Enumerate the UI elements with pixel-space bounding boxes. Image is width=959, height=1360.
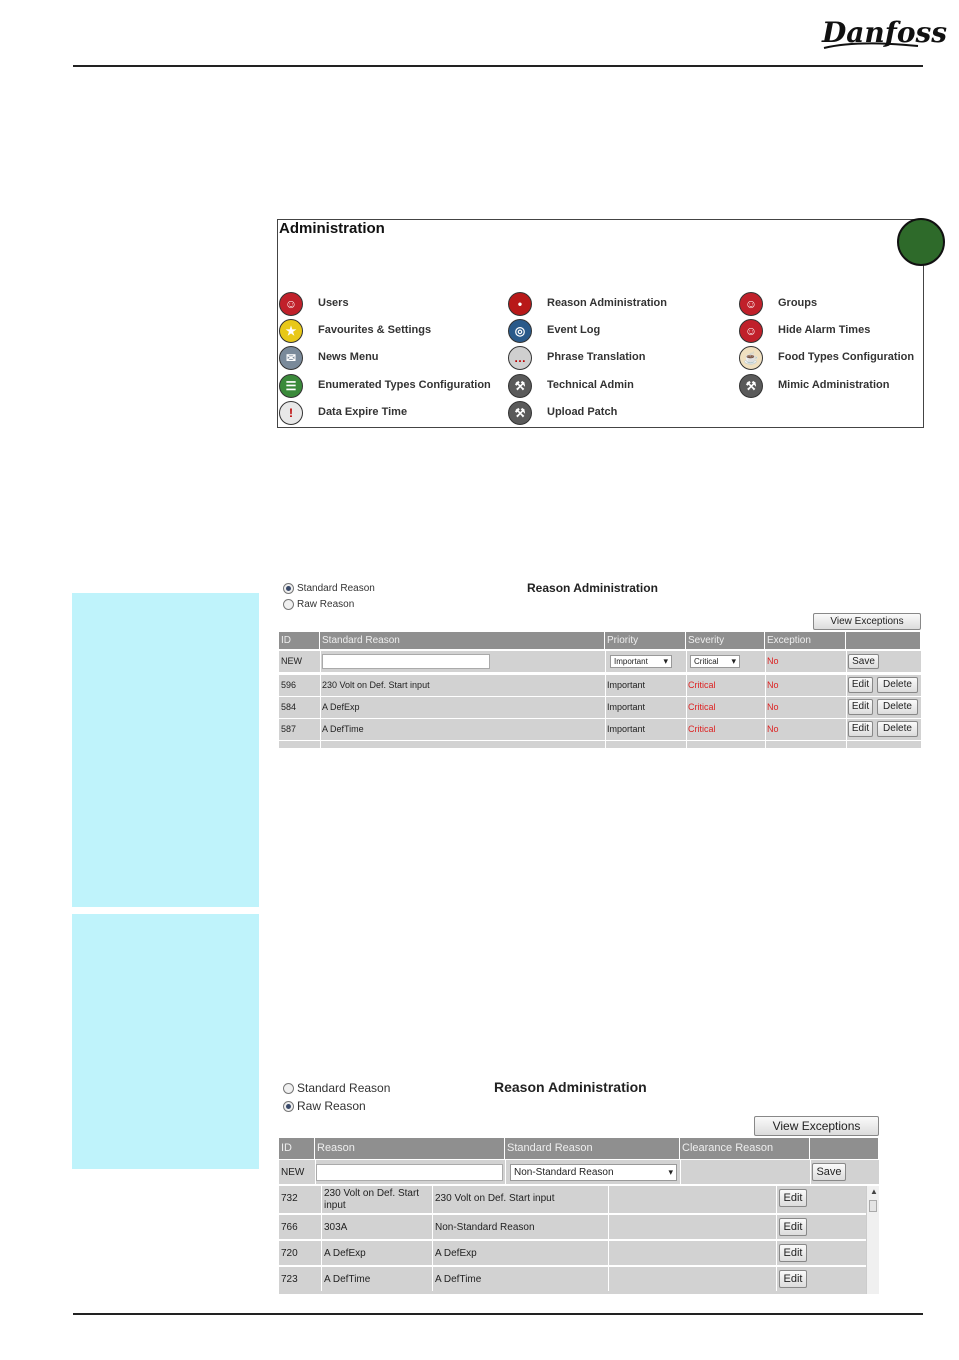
column-divider xyxy=(605,741,606,748)
section-title: Reason Administration xyxy=(494,1079,647,1095)
save-button[interactable]: Save xyxy=(848,654,879,669)
admin-link-3[interactable] xyxy=(279,374,499,398)
column-divider xyxy=(846,719,847,740)
admin-link-label: Food Types Configuration xyxy=(778,351,915,363)
row-standard-reason: Non-Standard Reason xyxy=(435,1222,535,1233)
edit-button[interactable]: Edit xyxy=(848,699,873,715)
wrench-icon: ⚒ xyxy=(508,374,532,398)
table-row xyxy=(279,741,921,748)
upload-icon: ⚒ xyxy=(508,401,532,425)
row-reason: A DefExp xyxy=(322,702,360,712)
column-divider xyxy=(320,651,321,672)
admin-link-7[interactable] xyxy=(508,346,728,370)
exception-value: No xyxy=(767,656,779,666)
column-divider xyxy=(608,1186,609,1213)
column-header: ID xyxy=(279,1138,315,1159)
column-divider xyxy=(608,1215,609,1239)
user-icon: ☺ xyxy=(279,292,303,316)
admin-link-label: Technical Admin xyxy=(547,379,634,391)
translation-icon: … xyxy=(508,346,532,370)
table-row xyxy=(279,1291,866,1294)
danfoss-logo xyxy=(818,10,948,54)
edit-button[interactable]: Edit xyxy=(848,677,873,693)
row-id: 584 xyxy=(281,702,297,712)
column-divider xyxy=(686,741,687,748)
mimic-icon: ⚒ xyxy=(739,374,763,398)
row-priority: Important xyxy=(607,702,646,712)
new-id: NEW xyxy=(281,656,302,666)
column-header xyxy=(846,632,921,649)
side-note-panel xyxy=(72,914,259,1169)
column-divider xyxy=(686,651,687,672)
row-reason: A DefTime xyxy=(322,724,364,734)
admin-title: Administration xyxy=(279,220,385,237)
admin-link-label: Hide Alarm Times xyxy=(778,324,871,336)
table-row xyxy=(279,719,921,740)
column-divider xyxy=(846,697,847,718)
column-header: Severity xyxy=(686,632,765,649)
save-button[interactable]: Save xyxy=(812,1163,846,1181)
column-divider xyxy=(810,1160,811,1184)
column-header: ID xyxy=(279,632,320,649)
admin-link-label: Reason Administration xyxy=(547,297,667,309)
admin-link-6[interactable] xyxy=(508,319,728,343)
row-reason: 230 Volt on Def. Start input xyxy=(324,1188,420,1211)
row-exception: No xyxy=(767,702,779,712)
column-divider xyxy=(776,1241,777,1265)
admin-link-12[interactable] xyxy=(739,346,959,370)
row-id: 766 xyxy=(281,1222,298,1233)
radio-standard-reason[interactable]: Standard Reason xyxy=(283,1081,390,1095)
row-severity: Critical xyxy=(688,680,716,690)
admin-link-label: Users xyxy=(318,297,349,309)
column-header: Clearance Reason xyxy=(680,1138,810,1159)
column-header: Reason xyxy=(315,1138,505,1159)
event-log-icon: ◎ xyxy=(508,319,532,343)
administration-panel xyxy=(277,219,924,428)
column-divider xyxy=(320,741,321,748)
news-icon: ✉ xyxy=(279,346,303,370)
table-row xyxy=(279,697,921,718)
column-divider xyxy=(608,1241,609,1265)
row-reason: 303A xyxy=(324,1222,348,1233)
edit-button[interactable]: Edit xyxy=(779,1244,807,1262)
admin-link-8[interactable] xyxy=(508,374,728,398)
view-exceptions-button[interactable]: View Exceptions xyxy=(813,613,921,630)
column-divider xyxy=(765,741,766,748)
edit-button[interactable]: Edit xyxy=(848,721,873,737)
column-header: Exception xyxy=(765,632,846,649)
new-reason-input[interactable] xyxy=(316,1164,503,1181)
column-divider xyxy=(505,1160,506,1184)
admin-link-label: News Menu xyxy=(318,351,379,363)
column-divider xyxy=(680,1160,681,1184)
severity-select[interactable]: Critical ▾ xyxy=(690,655,740,668)
edit-button[interactable]: Edit xyxy=(779,1218,807,1236)
edit-button[interactable]: Edit xyxy=(779,1270,807,1288)
admin-link-4[interactable] xyxy=(279,401,499,425)
row-standard-reason: 230 Volt on Def. Start input xyxy=(435,1193,555,1204)
delete-button[interactable]: Delete xyxy=(877,677,918,693)
row-severity: Critical xyxy=(688,724,716,734)
svg-text:Danfoss: Danfoss xyxy=(822,16,948,49)
admin-link-label: Favourites & Settings xyxy=(318,324,432,336)
delete-button[interactable]: Delete xyxy=(877,699,918,715)
column-divider xyxy=(846,675,847,696)
side-note-panel xyxy=(72,593,259,907)
view-exceptions-button[interactable]: View Exceptions xyxy=(754,1116,879,1136)
groups-icon: ☺ xyxy=(739,292,763,316)
header-rule xyxy=(73,65,923,67)
table-scrollbar[interactable] xyxy=(866,1186,879,1294)
standard-reason-select[interactable]: Non-Standard Reason ▾ xyxy=(510,1164,677,1181)
admin-link-0[interactable] xyxy=(279,292,499,316)
star-icon: ★ xyxy=(279,319,303,343)
column-divider xyxy=(846,741,847,748)
column-divider xyxy=(605,651,606,672)
admin-link-5[interactable] xyxy=(508,292,728,316)
admin-link-label: Phrase Translation xyxy=(547,351,646,363)
enum-types-icon: ☰ xyxy=(279,374,303,398)
row-id: 720 xyxy=(281,1248,298,1259)
row-priority: Important xyxy=(607,724,646,734)
scroll-thumb[interactable] xyxy=(869,1200,877,1212)
radio-standard-reason[interactable]: Standard Reason xyxy=(283,583,375,594)
row-id: 587 xyxy=(281,724,297,734)
radio-raw-reason[interactable]: Raw Reason xyxy=(283,599,354,610)
edit-button[interactable]: Edit xyxy=(779,1189,807,1207)
admin-link-label: Groups xyxy=(778,297,818,309)
admin-link-label: Event Log xyxy=(547,324,601,336)
new-id: NEW xyxy=(281,1167,305,1178)
food-types-icon: ☕ xyxy=(739,346,763,370)
delete-button[interactable]: Delete xyxy=(877,721,918,737)
reason-icon: • xyxy=(508,292,532,316)
new-reason-input[interactable] xyxy=(322,654,490,669)
row-standard-reason: A DefTime xyxy=(435,1274,482,1285)
column-divider xyxy=(776,1267,777,1291)
priority-select[interactable]: Important ▾ xyxy=(610,655,672,668)
admin-link-label: Upload Patch xyxy=(547,406,618,418)
row-id: 732 xyxy=(281,1193,298,1204)
column-divider xyxy=(776,1215,777,1239)
row-id: 723 xyxy=(281,1274,298,1285)
column-header: Standard Reason xyxy=(320,632,605,649)
home-icon[interactable] xyxy=(897,218,945,266)
row-standard-reason: A DefExp xyxy=(435,1248,477,1259)
row-reason: A DefTime xyxy=(324,1274,371,1285)
admin-link-label: Data Expire Time xyxy=(318,406,408,418)
column-header: Priority xyxy=(605,632,686,649)
admin-link-9[interactable] xyxy=(508,401,728,425)
admin-link-10[interactable] xyxy=(739,292,959,316)
row-exception: No xyxy=(767,724,779,734)
admin-link-label: Enumerated Types Configuration xyxy=(318,379,491,391)
column-divider xyxy=(846,651,847,672)
row-id: 596 xyxy=(281,680,297,690)
admin-link-1[interactable] xyxy=(279,319,499,343)
admin-link-13[interactable] xyxy=(739,374,959,398)
row-reason: 230 Volt on Def. Start input xyxy=(322,680,430,690)
alert-icon: ! xyxy=(279,401,303,425)
row-exception: No xyxy=(767,680,779,690)
section-title: Reason Administration xyxy=(527,581,658,595)
scroll-up-icon[interactable]: ▲ xyxy=(870,1187,878,1196)
footer-rule xyxy=(73,1313,923,1315)
radio-raw-reason[interactable]: Raw Reason xyxy=(283,1099,366,1113)
row-severity: Critical xyxy=(688,702,716,712)
column-divider xyxy=(608,1267,609,1291)
admin-link-label: Mimic Administration xyxy=(778,379,890,391)
admin-link-2[interactable] xyxy=(279,346,499,370)
column-header: Standard Reason xyxy=(505,1138,680,1159)
hide-alarm-icon: ☺ xyxy=(739,319,763,343)
row-priority: Important xyxy=(607,680,646,690)
row-reason: A DefExp xyxy=(324,1248,366,1259)
column-divider xyxy=(776,1186,777,1213)
column-header xyxy=(810,1138,879,1159)
admin-link-11[interactable] xyxy=(739,319,959,343)
